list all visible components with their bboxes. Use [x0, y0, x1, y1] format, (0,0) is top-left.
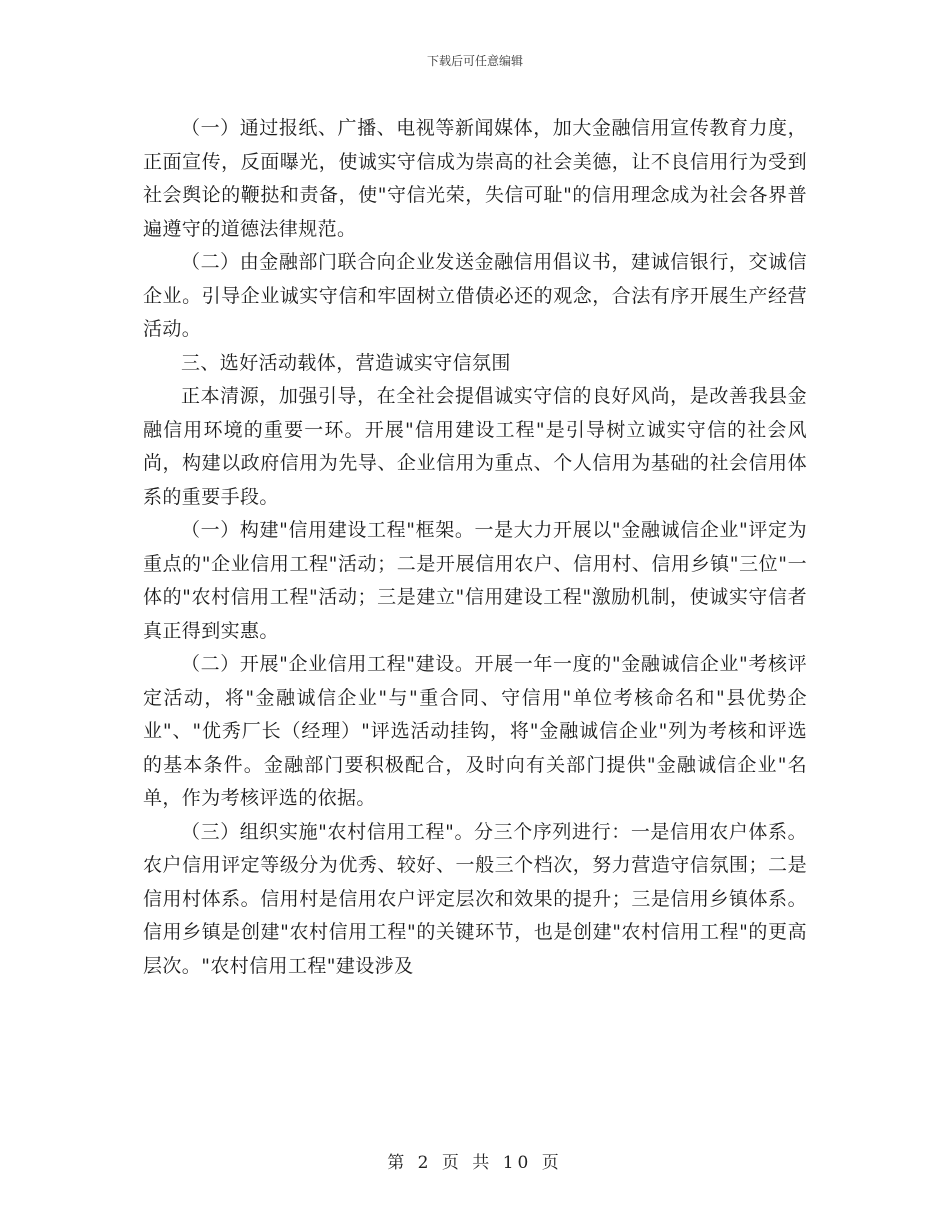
- paragraph-framework: （一）构建"信用建设工程"框架。一是大力开展以"金融诚信企业"评定为重点的"企业信用工程"活动；二是开展信用农户、信用村、信用乡镇"三位"一体的"农村信用工程"活动；三是建立"信用建设工程"激励机制，使诚实守信者真正得到实惠。: [143, 519, 807, 642]
- paragraph-publicity: （一）通过报纸、广播、电视等新闻媒体，加大金融信用宣传教育力度，正面宣传，反面曝光，使诚实守信成为崇高的社会美德，让不良信用行为受到社会舆论的鞭挞和责备，使"守信光荣，失信可耻"的信用理念成为社会各界普遍遵守的道德法律规范。: [143, 117, 807, 240]
- paragraph-rural-credit: （三）组织实施"农村信用工程"。分三个序列进行：一是信用农户体系。农户信用评定等级分为优秀、较好、一般三个档次，努力营造守信氛围；二是信用村体系。信用村是信用农户评定层次和效果的提升；三是信用乡镇体系。信用乡镇是创建"农村信用工程"的关键环节，也是创建"农村信用工程"的更高层次。"农村信用工程"建设涉及: [143, 820, 807, 977]
- paragraph-credit-environment: 正本清源，加强引导，在全社会提倡诚实守信的良好风尚，是改善我县金融信用环境的重要一环。开展"信用建设工程"是引导树立诚实守信的社会风尚，构建以政府信用为先导、企业信用为重点、个人信用为基础的社会信用体系的重要手段。: [143, 385, 807, 508]
- document-body: [143, 112, 807, 983]
- section-heading-three: 三、选好活动载体，营造诚实守信氛围: [181, 351, 511, 374]
- page-number: 第 2 页 共 10 页: [387, 1153, 563, 1173]
- paragraph-credit-initiative: （二）由金融部门联合向企业发送金融信用倡议书，建诚信银行，交诚信企业。引导企业诚实守信和牢固树立借债必还的观念，合法有序开展生产经营活动。: [143, 251, 807, 340]
- page-header-note: 下载后可任意编辑: [426, 54, 523, 68]
- paragraph-enterprise-credit: （二）开展"企业信用工程"建设。开展一年一度的"金融诚信企业"考核评定活动，将"金融诚信企业"与"重合同、守信用"单位考核命名和"县优势企业"、"优秀厂长（经理）"评选活动挂钩，将"金融诚信企业"列为考核和评选的基本条件。金融部门要积极配合，及时向有关部门提供"金融诚信企业"名单，作为考核评选的依据。: [143, 653, 807, 809]
